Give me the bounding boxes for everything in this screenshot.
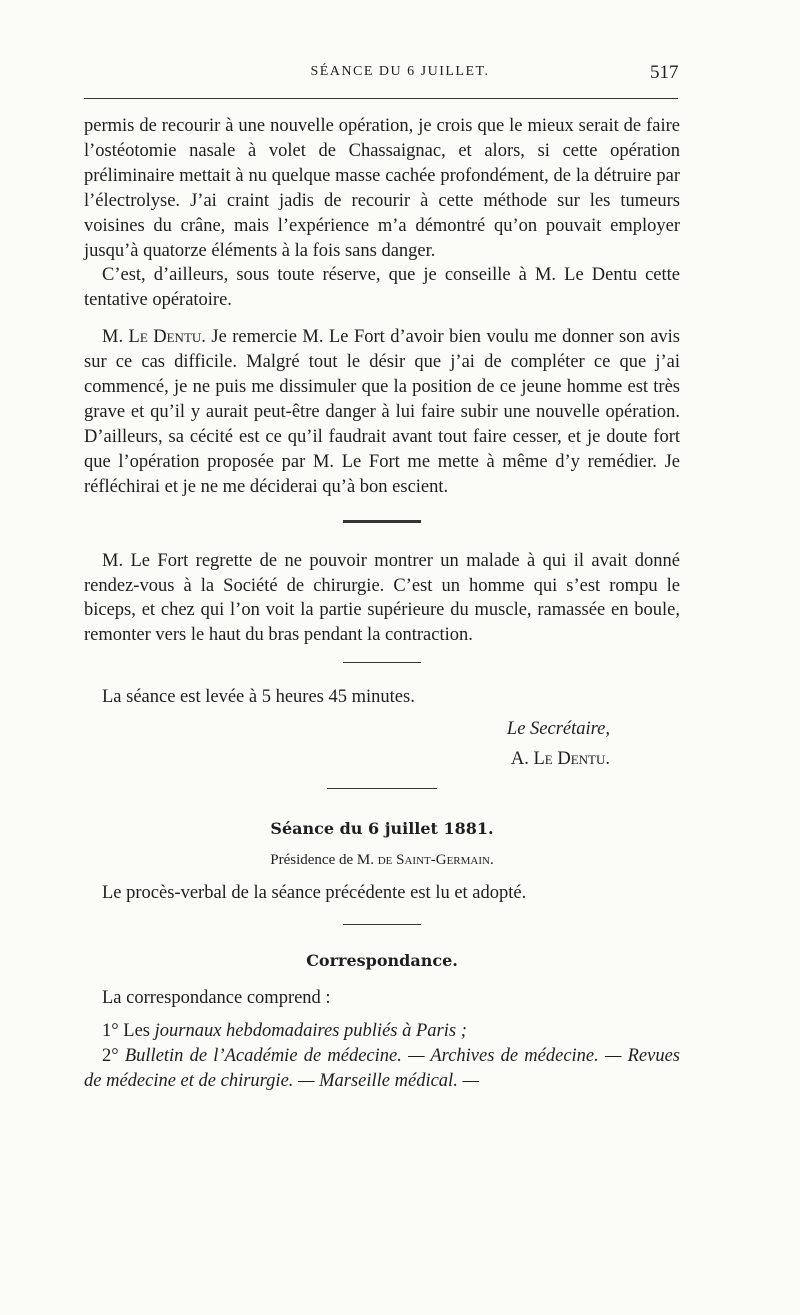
spacer: [84, 774, 680, 788]
correspondance-intro: La correspondance comprend :: [102, 988, 331, 1009]
paragraph-reserve: C’est, d’ailleurs, sous toute réserve, que je conseille à M. Le Dentu cette tentative opératoire.: [84, 265, 680, 311]
spacer: [84, 313, 680, 325]
signature-role: Le Secrétaire,: [506, 719, 610, 740]
session-title: Séance du 6 juillet 1881.: [270, 819, 494, 839]
item-number: 2°: [102, 1045, 125, 1066]
paragraph-continuation: permis de recourir à une nouvelle opération, je crois que le mieux serait de faire l’ostéotomie nasale à volet de Chassaignac, et alors, si cette opération préliminaire mettait à nu quelque masse cachée profondément, de la détruire par l’électrolyse. J’ai craint jadis de recourir à cette méthode sur les tumeurs voisines du crâne, mais l’expérience m’a démontré qu’on pouvait employer jusqu’à quatorze éléments à la fois sans danger.: [84, 116, 680, 261]
spacer: [84, 523, 680, 549]
speaker-name: M. Le Dentu.: [102, 327, 206, 348]
header-rule: [84, 98, 678, 99]
reply-text: Je remercie M. Le Fort d’avoir bien voulu me donner son avis sur ce cas difficile. Malgré tout le désir que j’ai de compléter ce que j’ai commencé, je ne puis me dissimuler que la position de ce jeune homme est très grave et qu’il y aurait peut-être danger à lui faire subir une nouvelle opération. D’ailleurs, sa cécité est ce qu’il faudrait avant tout faire cesser, et je doute fort que l’opération proposée par M. Le Fort me mette à même d’y remédier. Je réfléchirai et je ne me déciderai qu’à bon escient.: [84, 327, 680, 497]
spacer: [84, 838, 680, 852]
signature-block: [84, 714, 680, 774]
paragraph-le-dentu-reply: [84, 325, 680, 499]
running-title: SÉANCE DU 6 JUILLET.: [310, 64, 490, 79]
spacer: [84, 663, 680, 685]
signature-name: A. Le Dentu.: [510, 749, 610, 770]
item-text: Bulletin de l’Académie de médecine. — Archives de médecine. — Revues de médecine et de chirurgie. — Marseille médical. —: [84, 1045, 680, 1091]
correspondance-item-2: [84, 1044, 680, 1094]
spacer: [84, 970, 680, 986]
presidence-line: [84, 852, 680, 869]
spacer: [84, 906, 680, 924]
presidence-name: de Saint-Germain.: [377, 852, 494, 869]
spacer: [84, 789, 680, 819]
page-body: [84, 114, 680, 1094]
item-text: journaux hebdomadaires publiés à Paris ;: [154, 1020, 467, 1041]
proces-verbal-line: Le procès-verbal de la séance précédente est lu et adopté.: [102, 883, 527, 904]
closing-line: La séance est levée à 5 heures 45 minutes.: [102, 687, 415, 708]
correspondance-title: Correspondance.: [306, 951, 458, 971]
spacer: [84, 500, 680, 520]
spacer: [84, 648, 680, 662]
spacer: [84, 925, 680, 951]
paragraph-le-fort-biceps: M. Le Fort regrette de ne pouvoir montrer un malade à qui il avait donné rendez-vous à la Société de chirurgie. C’est un homme qui s’est rompu le biceps, et chez qui l’on voit la partie supérieure du muscle, ramassée en boule, remonter vers le haut du bras pendant la contraction.: [84, 550, 680, 646]
spacer: [84, 869, 680, 881]
spacer: [84, 1011, 680, 1019]
presidence-prefix: Présidence de M.: [270, 852, 378, 869]
correspondance-item-1: [84, 1019, 680, 1044]
item-number: 1° Les: [102, 1020, 155, 1041]
page-number: 517: [650, 62, 679, 83]
